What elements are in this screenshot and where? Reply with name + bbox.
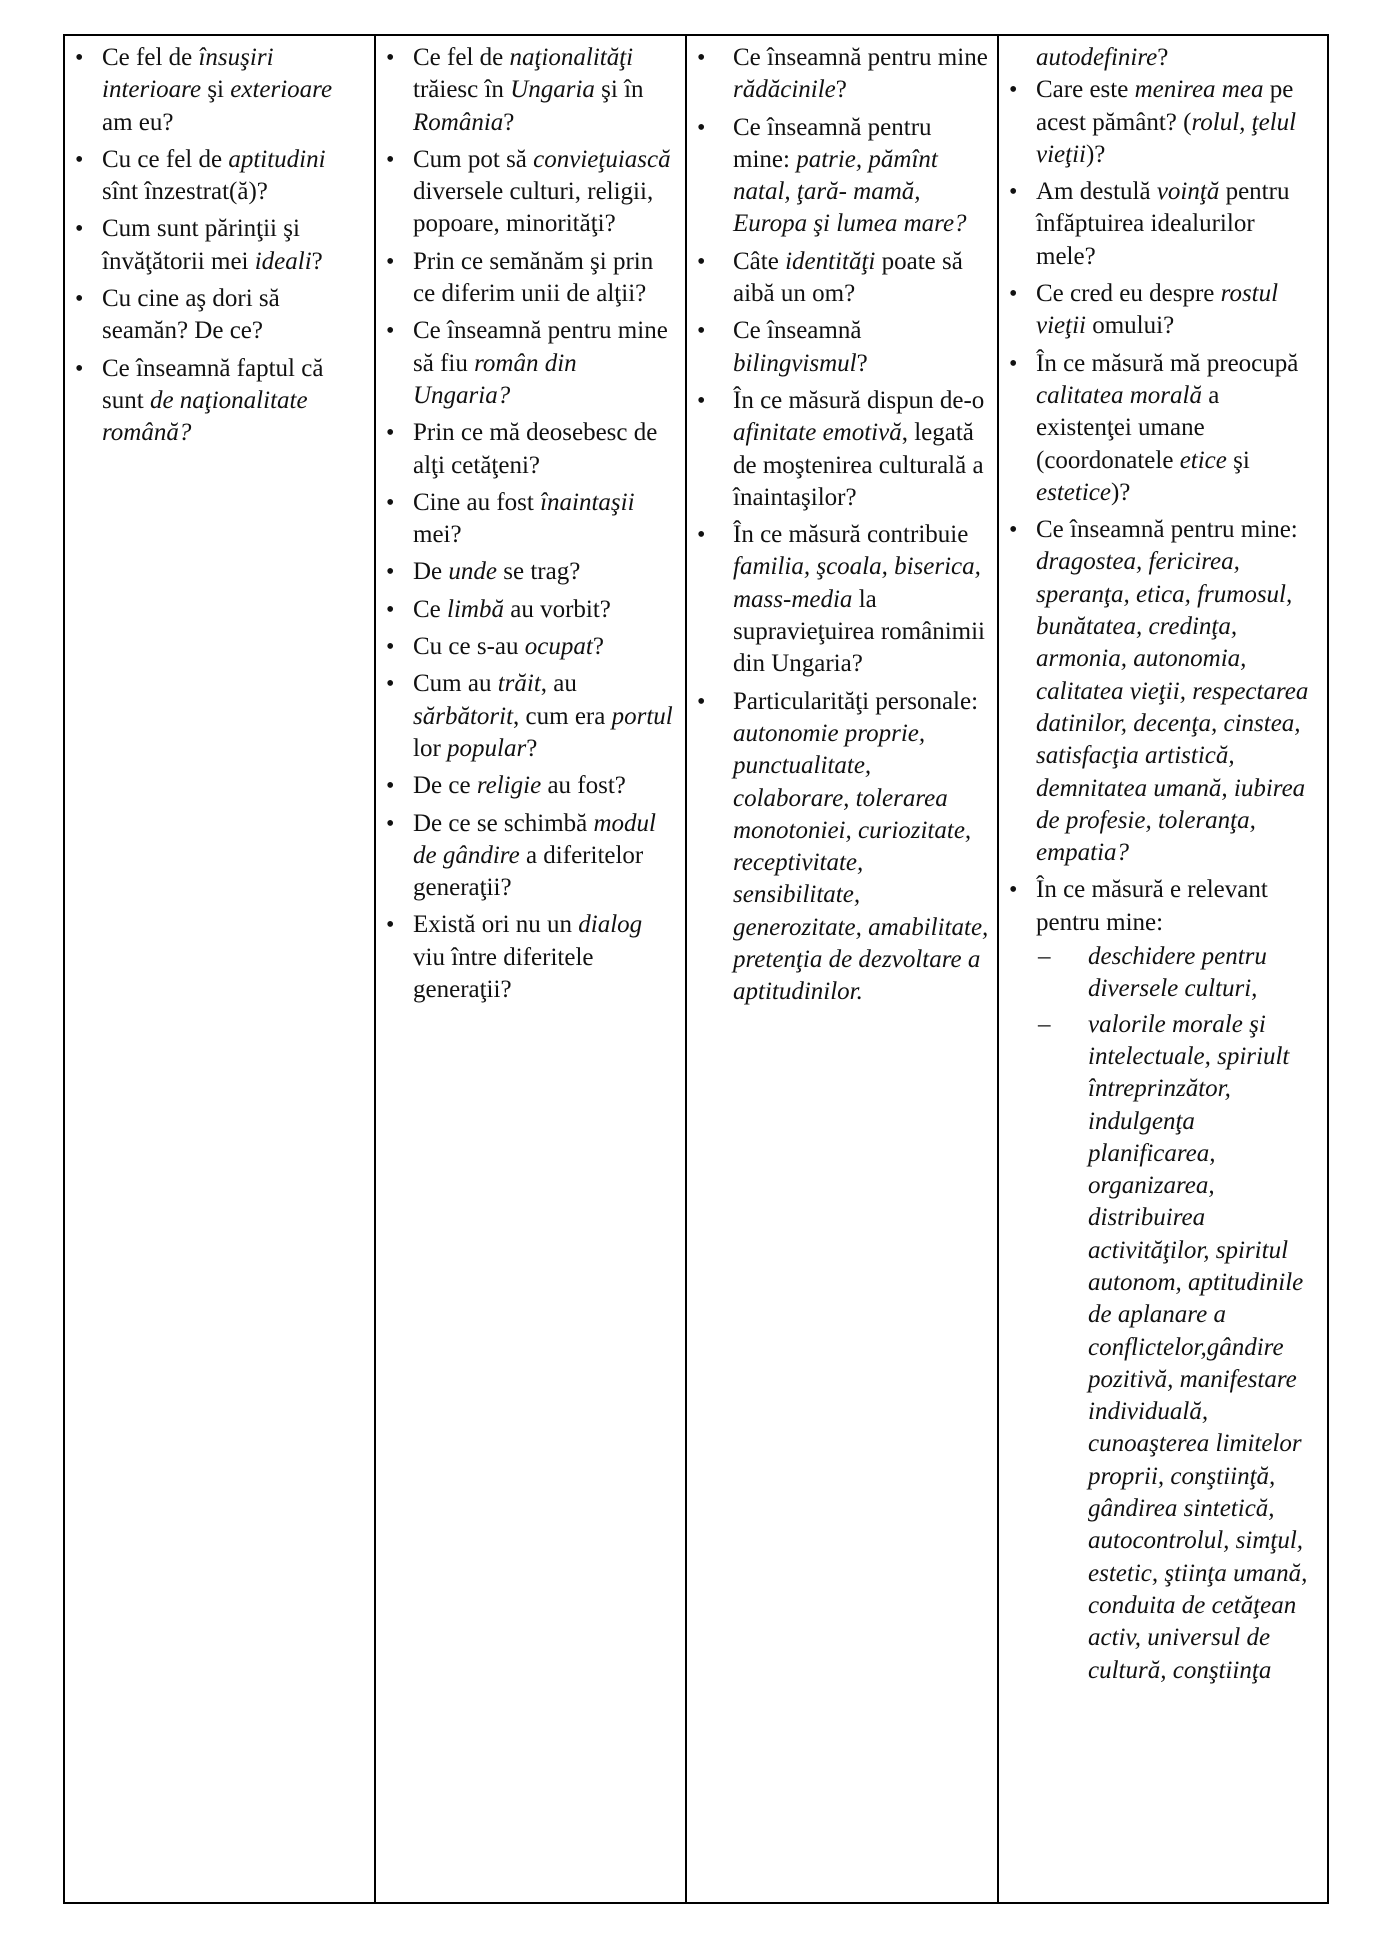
- body-text: ?: [526, 734, 538, 762]
- body-text: , cum era: [513, 702, 612, 730]
- emphasis-text: estetice: [1036, 478, 1111, 506]
- body-text: Ce înseamnă pentru mine: [733, 44, 988, 71]
- emphasis-text: rolul, ţelul vieţii: [1036, 108, 1297, 168]
- body-text: sînt înzestrat(ă)?: [102, 178, 268, 206]
- emphasis-text: Ungaria: [510, 76, 595, 104]
- list-item: [75, 283, 366, 348]
- body-text: ?: [856, 349, 868, 377]
- column-1-list: [75, 42, 366, 450]
- emphasis-text: dragostea, fericirea, speranţa, etica, frumosul, bunătatea, credinţa, armonia, autonomia, calitatea vieţii, respectarea datinilor, decenţa, cinstea, satisfacţia artistică, demnitatea umană, iubirea de profesie, toleranţa, empatia?: [1036, 548, 1309, 867]
- body-text: De ce: [413, 772, 477, 800]
- body-text: În ce măsură mă preocupă: [1036, 349, 1299, 377]
- emphasis-text: aptitudini: [228, 145, 326, 173]
- body-text: a existenţei umane (coordonatele: [1036, 381, 1220, 474]
- body-text: Există ori nu un: [413, 911, 579, 939]
- body-text: În ce măsură dispun de-o: [733, 386, 985, 414]
- body-text: Ce fel de: [102, 44, 199, 71]
- body-text: Cum sunt părinţii şi învăţătorii mei: [102, 215, 300, 275]
- list-item: [386, 770, 677, 802]
- list-item: [386, 42, 677, 139]
- emphasis-text: unde: [448, 558, 498, 586]
- body-text: Cine au fost: [413, 488, 541, 516]
- list-item: [386, 144, 677, 241]
- body-text: au fost?: [541, 772, 626, 800]
- emphasis-text: autodefinire: [1036, 44, 1158, 71]
- list-item: [386, 417, 677, 482]
- body-text: Ce: [413, 595, 448, 623]
- list-item: [386, 487, 677, 552]
- list-item: [697, 315, 989, 380]
- emphasis-text: ideali: [254, 247, 312, 275]
- dash-item: – deschidere pentru diversele culturi,: [1036, 941, 1319, 1006]
- list-item: [386, 594, 677, 626]
- list-item: [1009, 874, 1319, 1686]
- column-4-bullets: [1009, 74, 1319, 1687]
- emphasis-text: naţionalităţi: [509, 44, 634, 71]
- body-text: În ce măsură e relevant pentru mine:: [1036, 876, 1268, 936]
- emphasis-text: român din Ungaria?: [413, 349, 577, 409]
- list-item: [1009, 278, 1319, 343]
- list-item: [697, 519, 989, 680]
- emphasis-text: modul de gândire: [413, 809, 656, 869]
- body-text: Cu ce fel de: [102, 145, 229, 173]
- emphasis-text: dialog: [578, 911, 643, 939]
- body-text: Cum pot să: [413, 145, 534, 173]
- emphasis-text: religie: [476, 772, 542, 800]
- body-text: lor: [413, 734, 448, 762]
- body-text: viu între diferitele generaţii?: [413, 943, 594, 1004]
- list-item: [386, 909, 677, 1006]
- body-text: În ce măsură contribuie: [733, 521, 969, 549]
- body-text: Ce înseamnă faptul că sunt: [102, 354, 324, 414]
- list-item: [386, 246, 677, 311]
- column-4-list: [1009, 42, 1319, 74]
- list-item: [697, 42, 989, 107]
- emphasis-text: afinitate emotivă: [733, 419, 902, 447]
- emphasis-text: rostul vieţii: [1036, 280, 1279, 340]
- emphasis-text: înaintaşii: [540, 488, 635, 516]
- body-text: , legată de moştenirea culturală a înaintaşilor?: [733, 419, 984, 511]
- emphasis-text: limbă: [447, 595, 504, 623]
- list-item: [386, 556, 677, 588]
- column-2-cell: [375, 35, 686, 1903]
- body-text: ?: [503, 108, 515, 136]
- emphasis-text: ocupat: [524, 633, 593, 661]
- body-text: Prin ce mă deosebesc de alţi cetăţeni?: [413, 419, 658, 479]
- body-text: diversele culturi, religii, popoare, minorităţi?: [413, 178, 654, 238]
- body-text: Cu ce s-au: [413, 633, 525, 661]
- body-text: Am destulă: [1036, 178, 1157, 206]
- body-text: la supravieţuirea românimii din Ungaria?: [733, 585, 986, 678]
- body-text: poate să aibă un om?: [733, 247, 963, 308]
- body-text: Cu cine aş dori să seamăn? De ce?: [102, 285, 280, 345]
- list-item: [697, 246, 989, 311]
- list-item: [1009, 348, 1319, 509]
- body-text: De ce se schimbă: [413, 809, 594, 837]
- emphasis-text: patrie, pămînt natal, ţară- mamă, Europa şi lumea mare?: [733, 145, 967, 238]
- body-text: a diferitelor generaţii?: [413, 841, 644, 902]
- body-text: şi: [1226, 446, 1250, 474]
- list-item: [386, 808, 677, 905]
- emphasis-text: menirea mea: [1134, 76, 1264, 104]
- body-text: Prin ce semănăm şi prin ce diferim unii de alţii?: [413, 247, 654, 308]
- body-text: şi în: [594, 76, 644, 104]
- emphasis-text: România: [413, 108, 504, 136]
- body-text: Ce înseamnă: [733, 317, 862, 345]
- body-text: şi: [201, 76, 231, 104]
- emphasis-text: calitatea morală: [1036, 381, 1202, 409]
- emphasis-text: convieţuiască: [533, 145, 671, 173]
- emphasis-text: identităţi: [785, 247, 876, 275]
- body-text: am eu?: [102, 108, 174, 136]
- dash-list: [1036, 941, 1319, 1687]
- list-item: [75, 42, 366, 139]
- body-text: Ce fel de: [413, 44, 510, 71]
- column-3-list: [697, 42, 989, 1009]
- emphasis-text: etice: [1179, 446, 1227, 474]
- body-text: pentru înfăptuirea idealurilor mele?: [1036, 178, 1290, 270]
- body-text: Ce înseamnă pentru mine:: [733, 113, 932, 173]
- continuation-text: [1009, 42, 1319, 74]
- body-text: Cum au: [413, 670, 498, 698]
- body-text: ?: [311, 247, 323, 275]
- body-text: Ce cred eu despre: [1036, 280, 1221, 308]
- body-text: )?: [1110, 478, 1131, 506]
- list-item: [386, 668, 677, 765]
- body-text: se trag?: [497, 558, 581, 586]
- emphasis-text: bilingvismul: [733, 349, 857, 377]
- column-4-cell: [998, 35, 1328, 1903]
- body-text: Câte: [733, 247, 786, 275]
- emphasis-text: însuşiri interioare: [102, 44, 274, 104]
- list-item: [697, 385, 989, 514]
- emphasis-text: sărbătorit: [413, 702, 514, 730]
- emphasis-text: rădăcinile: [733, 76, 836, 104]
- content-table: [63, 34, 1329, 1904]
- list-item: [697, 686, 989, 1009]
- body-text: ?: [592, 633, 604, 661]
- emphasis-text: popular: [447, 734, 527, 762]
- column-3-cell: [686, 35, 998, 1903]
- list-item: [75, 353, 366, 450]
- body-text: , au: [540, 670, 577, 698]
- body-text: De: [413, 558, 449, 586]
- list-item: [386, 315, 677, 412]
- body-text: omului?: [1085, 312, 1175, 340]
- emphasis-text: autonomie proprie, punctualitate, colaborare, tolerarea monotoniei, curiozitate, receptivitate, sensibilitate, generozitate, amabilitate, pretenţia de dezvoltare a aptitudinilor.: [733, 719, 989, 1006]
- emphasis-text: de naţionalitate română?: [102, 386, 308, 447]
- list-item: [1009, 74, 1319, 171]
- body-text: Particularităţi personale:: [733, 687, 979, 715]
- body-text: Ce înseamnă pentru mine:: [1036, 516, 1298, 544]
- body-text: mei?: [413, 521, 462, 549]
- body-text: )?: [1085, 140, 1106, 168]
- body-text: ?: [835, 76, 847, 104]
- body-text: ?: [1157, 44, 1169, 71]
- list-item: [75, 213, 366, 278]
- body-text: Ce înseamnă pentru mine să fiu: [413, 317, 668, 377]
- list-item: [75, 144, 366, 209]
- emphasis-text: exterioare: [230, 76, 333, 104]
- table-row: [64, 35, 1328, 1903]
- body-text: pe acest pământ? (: [1036, 76, 1294, 136]
- list-item: [1009, 176, 1319, 273]
- emphasis-text: portul: [611, 702, 673, 730]
- dash-item: – valorile morale şi intelectuale, spiriult întreprinzător, indulgenţa planificarea, organizarea, distribuirea activităţilor, spiritul autonom, aptitudinile de aplanare a conflictelor,gândire pozitivă, manifestare individuală, cunoaşterea limitelor proprii, conştiinţă, gândirea sintetică, autocontrolul, simţul, estetic, ştiinţa umană, conduita de cetăţean activ, universul de cultură, conştiinţa: [1036, 1009, 1319, 1687]
- emphasis-text: trăit: [497, 670, 541, 698]
- list-item: [697, 112, 989, 241]
- body-text: au vorbit?: [503, 595, 611, 623]
- body-text: trăiesc în: [413, 76, 511, 104]
- list-item: [1009, 514, 1319, 869]
- emphasis-text: voinţă: [1156, 178, 1220, 206]
- body-text: Care este: [1036, 76, 1135, 104]
- column-2-list: [386, 42, 677, 1006]
- list-item: [386, 631, 677, 663]
- column-1-cell: [64, 35, 375, 1903]
- emphasis-text: familia, şcoala, biserica, mass-media: [733, 553, 981, 613]
